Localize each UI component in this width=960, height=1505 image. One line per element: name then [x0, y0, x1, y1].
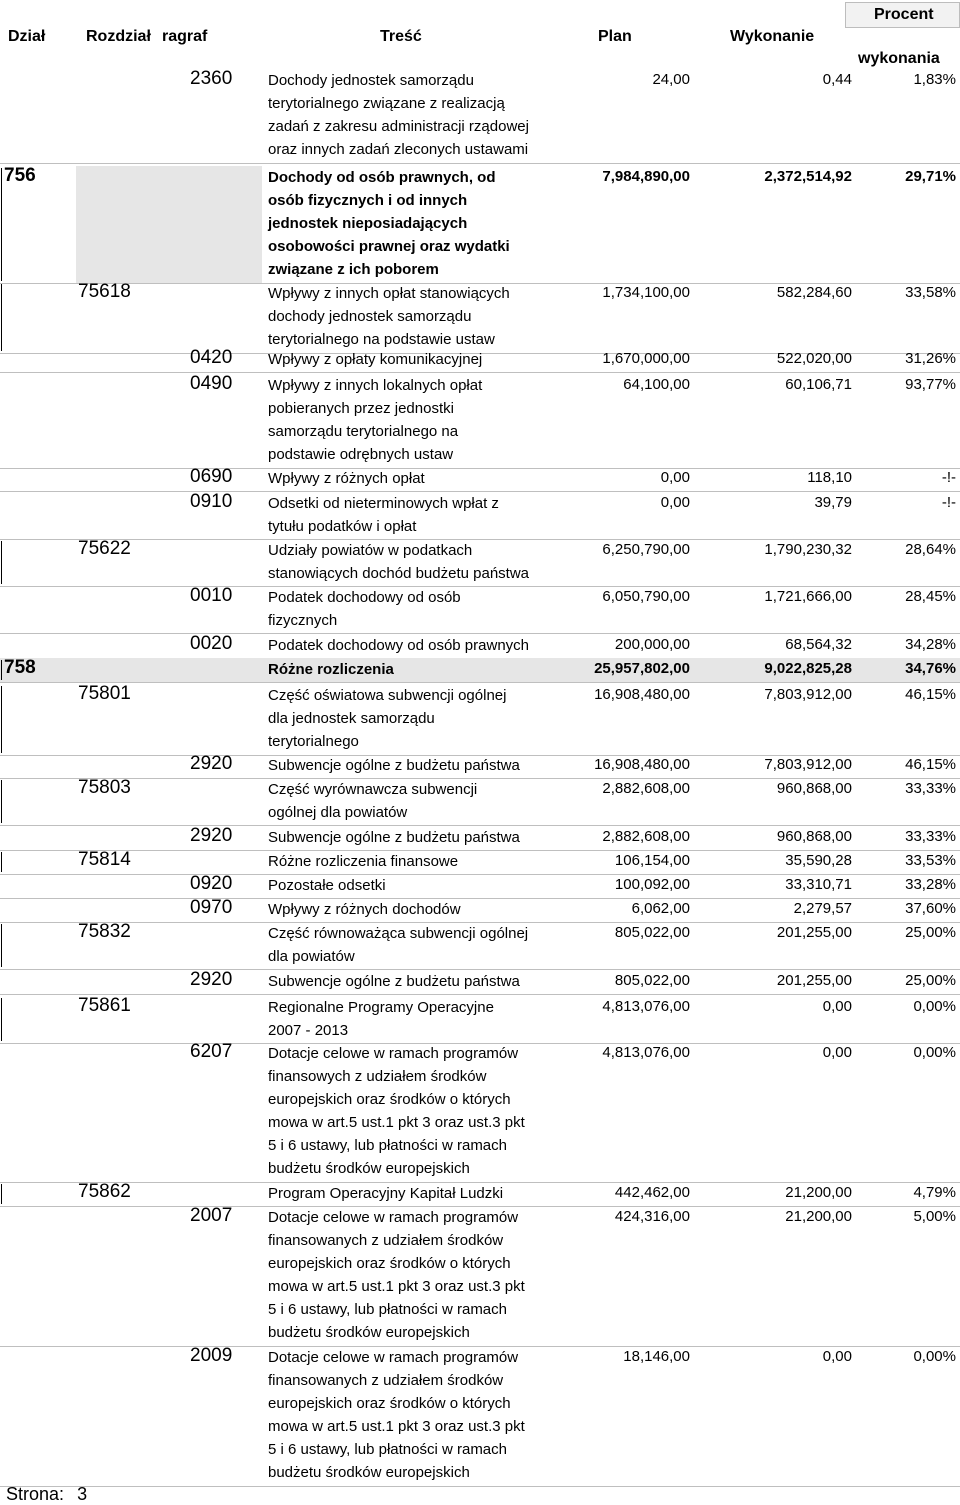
cell-plan: 805,022,00 — [614, 924, 690, 941]
tresc-line: terytorialnego na podstawie ustaw — [268, 331, 495, 348]
tresc-line: Część równoważąca subwencji ogólnej — [268, 925, 529, 942]
tresc-line: Wpływy z różnych dochodów — [268, 901, 461, 918]
cell-procent: 31,26% — [905, 350, 956, 367]
cell-procent: 34,76% — [905, 660, 956, 677]
cell-paragraf: 0970 — [190, 897, 233, 918]
cell-procent: 4,79% — [913, 1184, 956, 1201]
table-row — [0, 586, 960, 633]
cell-plan: 6,050,790,00 — [602, 588, 690, 605]
tresc-line: Odsetki od nieterminowych wpłat z — [268, 495, 499, 512]
cell-procent: 25,00% — [905, 972, 956, 989]
cell-wykonanie: 33,310,71 — [785, 876, 852, 893]
cell-tresc — [268, 634, 538, 657]
cell-plan: 0,00 — [660, 469, 690, 486]
cell-wykonanie: 960,868,00 — [776, 780, 852, 797]
cell-procent: 0,00% — [913, 998, 956, 1015]
row-separator — [0, 682, 960, 683]
cell-procent: 0,00% — [913, 1348, 956, 1365]
tresc-line: mowa w art.5 ust.1 pkt 3 oraz ust.3 pkt — [268, 1418, 525, 1435]
cell-rozdzial: 75862 — [78, 1181, 131, 1202]
cell-procent: 25,00% — [905, 924, 956, 941]
cell-tresc — [268, 348, 538, 371]
cell-wykonanie: 201,255,00 — [776, 972, 852, 989]
tresc-line: finansowanych z udziałem środków — [268, 1372, 504, 1389]
tresc-line: europejskich oraz środków o których — [268, 1091, 511, 1108]
cell-procent: 34,28% — [905, 636, 956, 653]
cell-wykonanie: 1,721,666,00 — [764, 588, 852, 605]
table-row — [0, 166, 960, 283]
header-paragraf: ragraf — [162, 28, 208, 45]
row-left-bar — [1, 852, 2, 872]
cell-procent: 28,64% — [905, 541, 956, 558]
tresc-line: Subwencje ogólne z budżetu państwa — [268, 829, 520, 846]
cell-procent: 93,77% — [905, 376, 956, 393]
tresc-line: osób fizycznych i od innych — [268, 192, 468, 209]
cell-wykonanie: 0,44 — [822, 71, 852, 88]
tresc-line: związane z ich poborem — [268, 261, 439, 278]
cell-paragraf: 0910 — [190, 491, 233, 512]
table-row — [0, 658, 960, 682]
cell-plan: 64,100,00 — [623, 376, 690, 393]
table-row — [0, 898, 960, 922]
cell-wykonanie: 35,590,28 — [785, 852, 852, 869]
cell-procent: 29,71% — [905, 168, 956, 185]
tresc-line: Dotacje celowe w ramach programów — [268, 1045, 519, 1062]
table-row — [0, 69, 960, 163]
tresc-line: Część wyrównawcza subwencji — [268, 781, 478, 798]
cell-procent: 33,33% — [905, 828, 956, 845]
cell-rozdzial: 75618 — [78, 281, 131, 302]
table-header — [0, 0, 960, 68]
cell-tresc — [268, 492, 538, 538]
tresc-line: stanowiących dochód budżetu państwa — [268, 565, 530, 582]
tresc-line: Wpływy z innych lokalnych opłat — [268, 377, 483, 394]
cell-plan: 18,146,00 — [623, 1348, 690, 1365]
header-dzial: Dział — [8, 28, 46, 45]
cell-tresc — [268, 684, 538, 753]
page-label: Strona: — [6, 1484, 65, 1504]
header-wykonania: wykonania — [858, 50, 940, 67]
tresc-line: samorządu terytorialnego na — [268, 423, 459, 440]
cell-procent: 0,00% — [913, 1044, 956, 1061]
tresc-line: finansowanych z udziałem środków — [268, 1232, 504, 1249]
cell-paragraf: 2920 — [190, 753, 233, 774]
header-procent: Procent — [874, 6, 934, 23]
cell-plan: 106,154,00 — [614, 852, 690, 869]
page-footer — [6, 1484, 87, 1505]
cell-plan: 1,670,000,00 — [602, 350, 690, 367]
cell-tresc — [268, 874, 538, 897]
tresc-line: terytorialnego związane z realizacją — [268, 95, 505, 112]
cell-tresc — [268, 850, 538, 873]
cell-paragraf: 0690 — [190, 466, 233, 487]
table-row — [0, 467, 960, 491]
cell-procent: 28,45% — [905, 588, 956, 605]
table-row — [0, 282, 960, 353]
cell-tresc — [268, 754, 538, 777]
tresc-line: budżetu środków europejskich — [268, 1464, 470, 1481]
table-row — [0, 970, 960, 994]
cell-plan: 805,022,00 — [614, 972, 690, 989]
tresc-line: 2007 - 2013 — [268, 1022, 349, 1039]
cell-paragraf: 2920 — [190, 969, 233, 990]
cell-plan: 4,813,076,00 — [602, 1044, 690, 1061]
table-row — [0, 850, 960, 874]
cell-tresc — [268, 1042, 538, 1180]
tresc-line: dochody jednostek samorządu — [268, 308, 472, 325]
cell-procent: 33,33% — [905, 780, 956, 797]
cell-procent: 33,53% — [905, 852, 956, 869]
header-wykonanie: Wykonanie — [730, 28, 815, 45]
cell-wykonanie: 522,020,00 — [776, 350, 852, 367]
page-number: 3 — [77, 1484, 88, 1504]
cell-wykonanie: 7,803,912,00 — [764, 756, 852, 773]
cell-procent: 37,60% — [905, 900, 956, 917]
cell-procent: 5,00% — [913, 1208, 956, 1225]
cell-plan: 100,092,00 — [614, 876, 690, 893]
table-row — [0, 754, 960, 778]
cell-wykonanie: 2,372,514,92 — [764, 168, 852, 185]
table-row — [0, 374, 960, 468]
table-row — [0, 1206, 960, 1346]
cell-procent: -!- — [941, 494, 956, 511]
table-row — [0, 874, 960, 898]
tresc-line: europejskich oraz środków o których — [268, 1255, 511, 1272]
cell-plan: 2,882,608,00 — [602, 828, 690, 845]
cell-wykonanie: 960,868,00 — [776, 828, 852, 845]
tresc-line: europejskich oraz środków o których — [268, 1395, 511, 1412]
cell-paragraf: 0920 — [190, 873, 233, 894]
row-left-bar — [1, 541, 2, 584]
cell-wykonanie: 7,803,912,00 — [764, 686, 852, 703]
cell-wykonanie: 2,279,57 — [793, 900, 852, 917]
cell-tresc — [268, 826, 538, 849]
cell-wykonanie: 0,00 — [822, 1044, 852, 1061]
cell-tresc — [268, 1346, 538, 1484]
cell-plan: 16,908,480,00 — [594, 756, 690, 773]
table-row — [0, 1346, 960, 1486]
cell-procent: 33,28% — [905, 876, 956, 893]
cell-rozdzial: 75832 — [78, 921, 131, 942]
cell-plan: 424,316,00 — [614, 1208, 690, 1225]
cell-plan: 0,00 — [660, 494, 690, 511]
cell-paragraf: 2007 — [190, 1205, 233, 1226]
tresc-line: dla jednostek samorządu — [268, 710, 435, 727]
cell-tresc — [268, 898, 538, 921]
tresc-line: 5 i 6 ustawy, lub płatności w ramach — [268, 1301, 507, 1318]
table-row — [0, 684, 960, 755]
cell-wykonanie: 118,10 — [807, 469, 852, 486]
cell-plan: 2,882,608,00 — [602, 780, 690, 797]
cell-wykonanie: 39,79 — [814, 494, 852, 511]
cell-plan: 25,957,802,00 — [594, 660, 690, 677]
tresc-line: Subwencje ogólne z budżetu państwa — [268, 973, 520, 990]
cell-tresc — [268, 778, 538, 824]
row-left-bar — [1, 686, 2, 753]
tresc-line: terytorialnego — [268, 733, 359, 750]
cell-rozdzial: 75861 — [78, 995, 131, 1016]
cell-rozdzial: 75622 — [78, 538, 131, 559]
cell-procent: 46,15% — [905, 756, 956, 773]
cell-wykonanie: 0,00 — [822, 998, 852, 1015]
cell-tresc — [268, 282, 538, 351]
tresc-line: mowa w art.5 ust.1 pkt 3 oraz ust.3 pkt — [268, 1114, 525, 1131]
cell-wykonanie: 582,284,60 — [776, 284, 852, 301]
tresc-line: jednostek nieposiadających — [268, 215, 468, 232]
row-separator — [0, 1486, 960, 1487]
table-row — [0, 348, 960, 372]
table-row — [0, 1182, 960, 1206]
cell-tresc — [268, 467, 538, 490]
tresc-line: 5 i 6 ustawy, lub płatności w ramach — [268, 1441, 507, 1458]
tresc-line: Część oświatowa subwencji ogólnej — [268, 687, 507, 704]
tresc-line: 5 i 6 ustawy, lub płatności w ramach — [268, 1137, 507, 1154]
tresc-line: Wpływy z opłaty komunikacyjnej — [268, 351, 483, 368]
row-left-bar — [1, 660, 2, 680]
tresc-line: Dotacje celowe w ramach programów — [268, 1349, 519, 1366]
cell-tresc — [268, 996, 538, 1042]
cell-tresc — [268, 586, 538, 632]
cell-wykonanie: 21,200,00 — [785, 1184, 852, 1201]
cell-paragraf: 0490 — [190, 373, 233, 394]
cell-dzial: 756 — [4, 165, 36, 186]
tresc-line: Regionalne Programy Operacyjne — [268, 999, 494, 1016]
tresc-line: Podatek dochodowy od osób prawnych — [268, 637, 530, 654]
row-separator — [0, 994, 960, 995]
cell-paragraf: 2920 — [190, 825, 233, 846]
tresc-line: Wpływy z różnych opłat — [268, 470, 425, 487]
cell-tresc — [268, 658, 538, 681]
tresc-line: oraz innych zadań zleconych ustawami — [268, 141, 529, 158]
header-rozdzial: Rozdział — [86, 28, 151, 45]
cell-plan: 6,250,790,00 — [602, 541, 690, 558]
cell-wykonanie: 201,255,00 — [776, 924, 852, 941]
tresc-line: Pozostałe odsetki — [268, 877, 386, 894]
table-row — [0, 492, 960, 539]
table-row — [0, 539, 960, 586]
cell-wykonanie: 60,106,71 — [785, 376, 852, 393]
cell-paragraf: 2360 — [190, 68, 233, 89]
tresc-line: Udziały powiatów w podatkach — [268, 542, 473, 559]
cell-rozdzial: 75803 — [78, 777, 131, 798]
tresc-line: dla powiatów — [268, 948, 355, 965]
row-left-bar — [1, 1184, 2, 1204]
tresc-line: Subwencje ogólne z budżetu państwa — [268, 757, 520, 774]
cell-tresc — [268, 970, 538, 993]
row-left-bar — [1, 924, 2, 967]
cell-plan: 442,462,00 — [614, 1184, 690, 1201]
table-row — [0, 826, 960, 850]
cell-procent: 33,58% — [905, 284, 956, 301]
cell-plan: 16,908,480,00 — [594, 686, 690, 703]
tresc-line: Różne rozliczenia finansowe — [268, 853, 459, 870]
table-row — [0, 1042, 960, 1182]
cell-paragraf: 6207 — [190, 1041, 233, 1062]
row-left-bar — [1, 780, 2, 823]
tresc-line: pobieranych przez jednostki — [268, 400, 454, 417]
tresc-line: budżetu środków europejskich — [268, 1160, 470, 1177]
cell-wykonanie: 0,00 — [822, 1348, 852, 1365]
cell-plan: 1,734,100,00 — [602, 284, 690, 301]
cell-tresc — [268, 69, 538, 161]
cell-procent: 1,83% — [913, 71, 956, 88]
tresc-line: mowa w art.5 ust.1 pkt 3 oraz ust.3 pkt — [268, 1278, 525, 1295]
row-separator — [0, 372, 960, 373]
cell-paragraf: 0010 — [190, 585, 233, 606]
cell-wykonanie: 68,564,32 — [785, 636, 852, 653]
tresc-line: zadań z zakresu administracji rządowej — [268, 118, 529, 135]
cell-procent: 46,15% — [905, 686, 956, 703]
tresc-line: budżetu środków europejskich — [268, 1324, 470, 1341]
row-left-bar — [1, 168, 2, 281]
cell-wykonanie: 21,200,00 — [785, 1208, 852, 1225]
tresc-line: fizycznych — [268, 612, 338, 629]
cell-tresc — [268, 166, 538, 281]
tresc-line: Różne rozliczenia — [268, 661, 394, 678]
table-row — [0, 996, 960, 1043]
cell-rozdzial: 75814 — [78, 849, 131, 870]
tresc-line: Program Operacyjny Kapitał Ludzki — [268, 1185, 504, 1202]
row-left-bar — [1, 284, 2, 351]
cell-tresc — [268, 539, 538, 585]
cell-paragraf: 2009 — [190, 1345, 233, 1366]
tresc-line: podstawie odrębnych ustaw — [268, 446, 454, 463]
cell-tresc — [268, 922, 538, 968]
tresc-line: Podatek dochodowy od osób — [268, 589, 461, 606]
section-shading — [76, 166, 262, 283]
table-row — [0, 778, 960, 825]
row-separator — [0, 163, 960, 164]
cell-wykonanie: 9,022,825,28 — [764, 660, 852, 677]
cell-plan: 4,813,076,00 — [602, 998, 690, 1015]
header-plan: Plan — [598, 28, 632, 45]
tresc-line: osobowości prawnej oraz wydatki — [268, 238, 510, 255]
tresc-line: tytułu podatków i opłat — [268, 518, 417, 535]
tresc-line: finansowych z udziałem środków — [268, 1068, 487, 1085]
cell-wykonanie: 1,790,230,32 — [764, 541, 852, 558]
tresc-line: Dotacje celowe w ramach programów — [268, 1209, 519, 1226]
tresc-line: Dochody od osób prawnych, od — [268, 169, 496, 186]
cell-rozdzial: 75801 — [78, 683, 131, 704]
tresc-line: ogólnej dla powiatów — [268, 804, 408, 821]
row-left-bar — [1, 998, 2, 1041]
cell-plan: 24,00 — [652, 71, 690, 88]
tresc-line: Dochody jednostek samorządu — [268, 72, 474, 89]
header-tresc: Treść — [380, 28, 422, 45]
tresc-line: Wpływy z innych opłat stanowiących — [268, 285, 510, 302]
table-row — [0, 922, 960, 969]
cell-tresc — [268, 1182, 538, 1205]
cell-tresc — [268, 1206, 538, 1344]
cell-tresc — [268, 374, 538, 466]
cell-plan: 6,062,00 — [631, 900, 690, 917]
cell-dzial: 758 — [4, 657, 36, 678]
cell-procent: -!- — [941, 469, 956, 486]
cell-paragraf: 0020 — [190, 633, 233, 654]
table-row — [0, 634, 960, 658]
cell-plan: 200,000,00 — [614, 636, 690, 653]
cell-paragraf: 0420 — [190, 347, 233, 368]
cell-plan: 7,984,890,00 — [602, 168, 690, 185]
